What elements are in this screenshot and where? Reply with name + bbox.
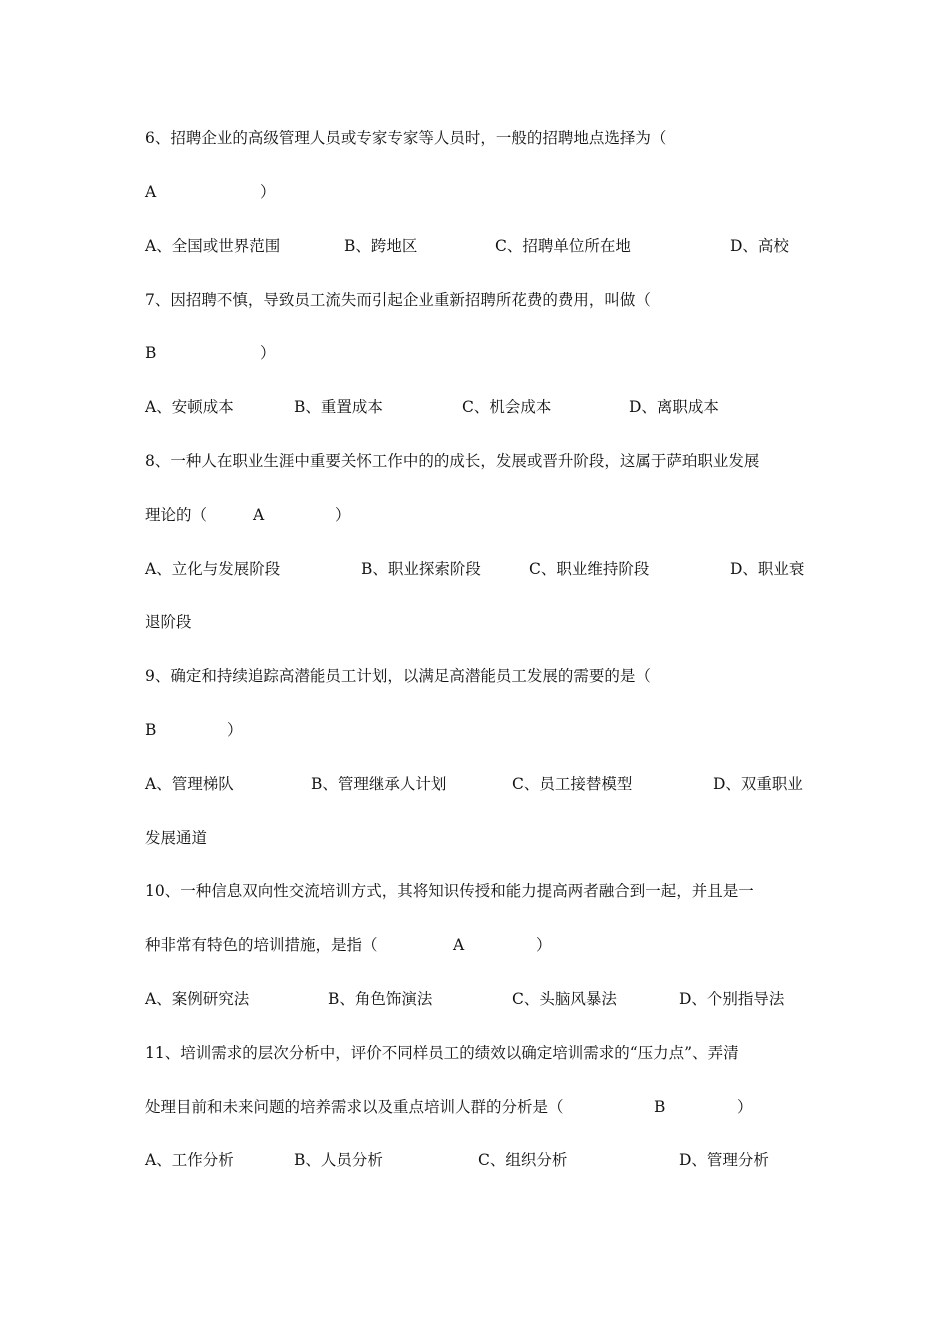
- option-b: B、跨地区: [344, 237, 418, 255]
- question-10-stem: 10、一种信息双向性交流培训方式，其将知识传授和能力提高两者融合到一起，并且是一: [145, 882, 754, 900]
- option-d: D、个别指导法: [679, 990, 785, 1008]
- option-c: C、员工接替模型: [512, 775, 633, 793]
- option-a: A、管理梯队: [145, 775, 234, 793]
- close-paren: ）: [737, 1098, 753, 1116]
- question-9-stem: 9、确定和持续追踪高潜能员工计划，以满足高潜能员工发展的需要的是（: [145, 667, 651, 685]
- close-paren: ）: [335, 506, 351, 524]
- option-d: D、职业衰: [730, 560, 805, 578]
- question-8-stem: 8、一种人在职业生涯中重要关怀工作中的的成长，发展或晋升阶段，这属于萨珀职业发展: [145, 452, 760, 470]
- option-a: A、案例研究法: [145, 990, 250, 1008]
- question-6-stem: 6、招聘企业的高级管理人员或专家专家等人员时，一般的招聘地点选择为（: [145, 129, 667, 147]
- option-c: C、职业维持阶段: [529, 560, 650, 578]
- option-a: A、工作分析: [145, 1151, 234, 1169]
- option-d: D、高校: [730, 237, 789, 255]
- option-b: B、职业探索阶段: [361, 560, 481, 578]
- option-c: C、机会成本: [462, 398, 552, 416]
- option-b: B、人员分析: [294, 1151, 383, 1169]
- answer-letter: B: [145, 344, 157, 362]
- question-7-stem: 7、因招聘不慎，导致员工流失而引起企业重新招聘所花费的费用，叫做（: [145, 291, 651, 309]
- close-paren: ）: [536, 936, 552, 954]
- option-b: B、管理继承人计划: [311, 775, 447, 793]
- answer-letter: B: [145, 721, 157, 739]
- option-d: D、离职成本: [629, 398, 719, 416]
- close-paren: ）: [227, 721, 243, 739]
- option-c: C、头脑风暴法: [512, 990, 617, 1008]
- answer-letter: A: [453, 936, 465, 954]
- close-paren: ）: [260, 344, 276, 362]
- option-d: D、双重职业: [713, 775, 803, 793]
- question-9-option-tail: 发展通道: [145, 829, 208, 847]
- answer-letter: A: [145, 183, 157, 201]
- option-a: A、安顿成本: [145, 398, 234, 416]
- option-d: D、管理分析: [679, 1151, 769, 1169]
- option-b: B、重置成本: [294, 398, 383, 416]
- option-a: A、立化与发展阶段: [145, 560, 281, 578]
- option-a: A、全国或世界范围: [145, 237, 281, 255]
- document-page: 6、招聘企业的高级管理人员或专家专家等人员时，一般的招聘地点选择为（ A ） A、全国或世界范围 B、跨地区 C、招聘单位所在地 D、高校 7、因招聘不慎，导致员工流失而引起企业重新招聘所花费的费用，叫做（ B ） A、安顿成本 B、重置成本 C、机会成本 D、离职成本 8、一种人在职业生涯中重要关怀工作中的的成长，发展或晋升阶段，这属于萨珀职业发展 理论的（ A ） A、立化与发展阶段 B、职业探索阶段 C、职业维持阶段 D、职业衰 退阶段 9、确定和持续追踪高潜能员工计划，以满足高潜能员工发展的需要的是（ B ） A、管理梯队 B、管理继承人计划 C、员工接替模型 D、双重职业 发展通道 10、一种信息双向性交流培训方式，其将知识传授和能力提高两者融合到一起，并且是一 种非常有特色的培训措施，是指（ A ） A、案例研究法 B、角色饰演法 C、头脑风暴法 D、个别指导法 11、培训需求的层次分析中，评价不同样员工的绩效以确定培训需求的“压力点”、弄清 处理目前和未来问题的培养需求以及重点培训人群的分析是（ B ） A、工作分析 B、人员分析 C、组织分析 D、管理分析: [0, 0, 950, 1344]
- close-paren: ）: [260, 183, 276, 201]
- answer-letter: A: [253, 506, 265, 524]
- question-11-stem: 11、培训需求的层次分析中，评价不同样员工的绩效以确定培训需求的“压力点”、弄清: [145, 1044, 739, 1062]
- answer-letter: B: [654, 1098, 666, 1116]
- option-c: C、招聘单位所在地: [495, 237, 631, 255]
- option-b: B、角色饰演法: [328, 990, 433, 1008]
- option-c: C、组织分析: [478, 1151, 568, 1169]
- question-8-option-tail: 退阶段: [145, 613, 192, 631]
